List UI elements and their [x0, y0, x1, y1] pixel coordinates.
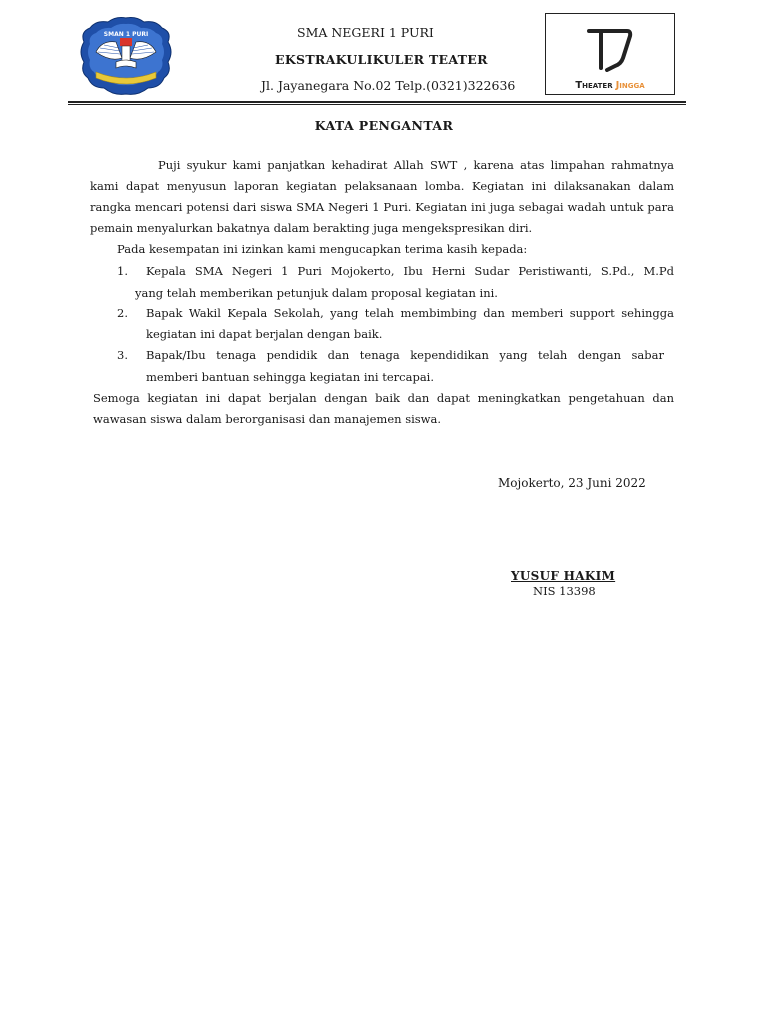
closing-paragraph: Semoga kegiatan ini dapat berjalan dengan baik dan dapat meningkatkan pengetahuan dan wawasan siswa dalam berorganisasi dan manajemen siswa.: [93, 391, 674, 426]
list-item-number: 2.: [117, 306, 128, 320]
list-item-line: Bapak/Ibu tenaga pendidik dan tenaga kependidikan yang telah dengan sabar: [146, 348, 664, 362]
list-item-number: 1.: [117, 264, 128, 278]
unit-name: EKSTRAKULIKULER TEATER: [275, 52, 488, 67]
list-item-line: kegiatan ini dapat berjalan dengan baik.: [146, 327, 383, 341]
list-item-number: 3.: [117, 348, 128, 362]
svg-text:SMAN 1 PURI: SMAN 1 PURI: [103, 31, 149, 38]
theater-logo: [545, 13, 675, 95]
theater-mark-icon: [587, 28, 633, 72]
theater-word-1: Theater: [575, 80, 613, 91]
school-crest-icon: [76, 14, 176, 98]
signer-name: YUSUF HAKIM: [511, 569, 616, 583]
thanks-intro: Pada kesempatan ini izinkan kami mengucapkan terima kasih kepada:: [117, 242, 528, 256]
intro-paragraph: Puji syukur kami panjatkan kehadirat Allah SWT , karena atas limpahan rahmatnya kami dapat menyusun laporan kegiatan pelaksanaan lomba. Kegiatan ini dilaksanakan dalam rangka mencari potensi dari siswa SMA Negeri 1 Puri. Kegiatan ini juga sebagai wadah untuk para pemain menyalurkan bakatnya dalam berakting juga mengekspresikan diri.: [90, 158, 674, 235]
theater-word-2: Jingga: [615, 80, 645, 91]
school-name: SMA NEGERI 1 PURI: [297, 25, 434, 40]
header-rule: [68, 101, 686, 105]
place-date: Mojokerto, 23 Juni 2022: [498, 476, 646, 490]
document-title: KATA PENGANTAR: [314, 118, 454, 133]
list-item-line: Kepala SMA Negeri 1 Puri Mojokerto, Ibu Herni Sudar Peristiwanti, S.Pd., M.Pd: [146, 264, 674, 278]
school-logo: [76, 14, 176, 98]
list-item-line: yang telah memberikan petunjuk dalam proposal kegiatan ini.: [135, 286, 498, 300]
signer-nis: NIS 13398: [533, 584, 596, 598]
list-item-line: Bapak Wakil Kepala Sekolah, yang telah membimbing dan memberi support sehingga: [146, 306, 674, 320]
list-item-line: memberi bantuan sehingga kegiatan ini tercapai.: [146, 370, 435, 384]
address: Jl. Jayanegara No.02 Telp.(0321)322636: [261, 78, 516, 93]
theater-name: [546, 80, 674, 91]
